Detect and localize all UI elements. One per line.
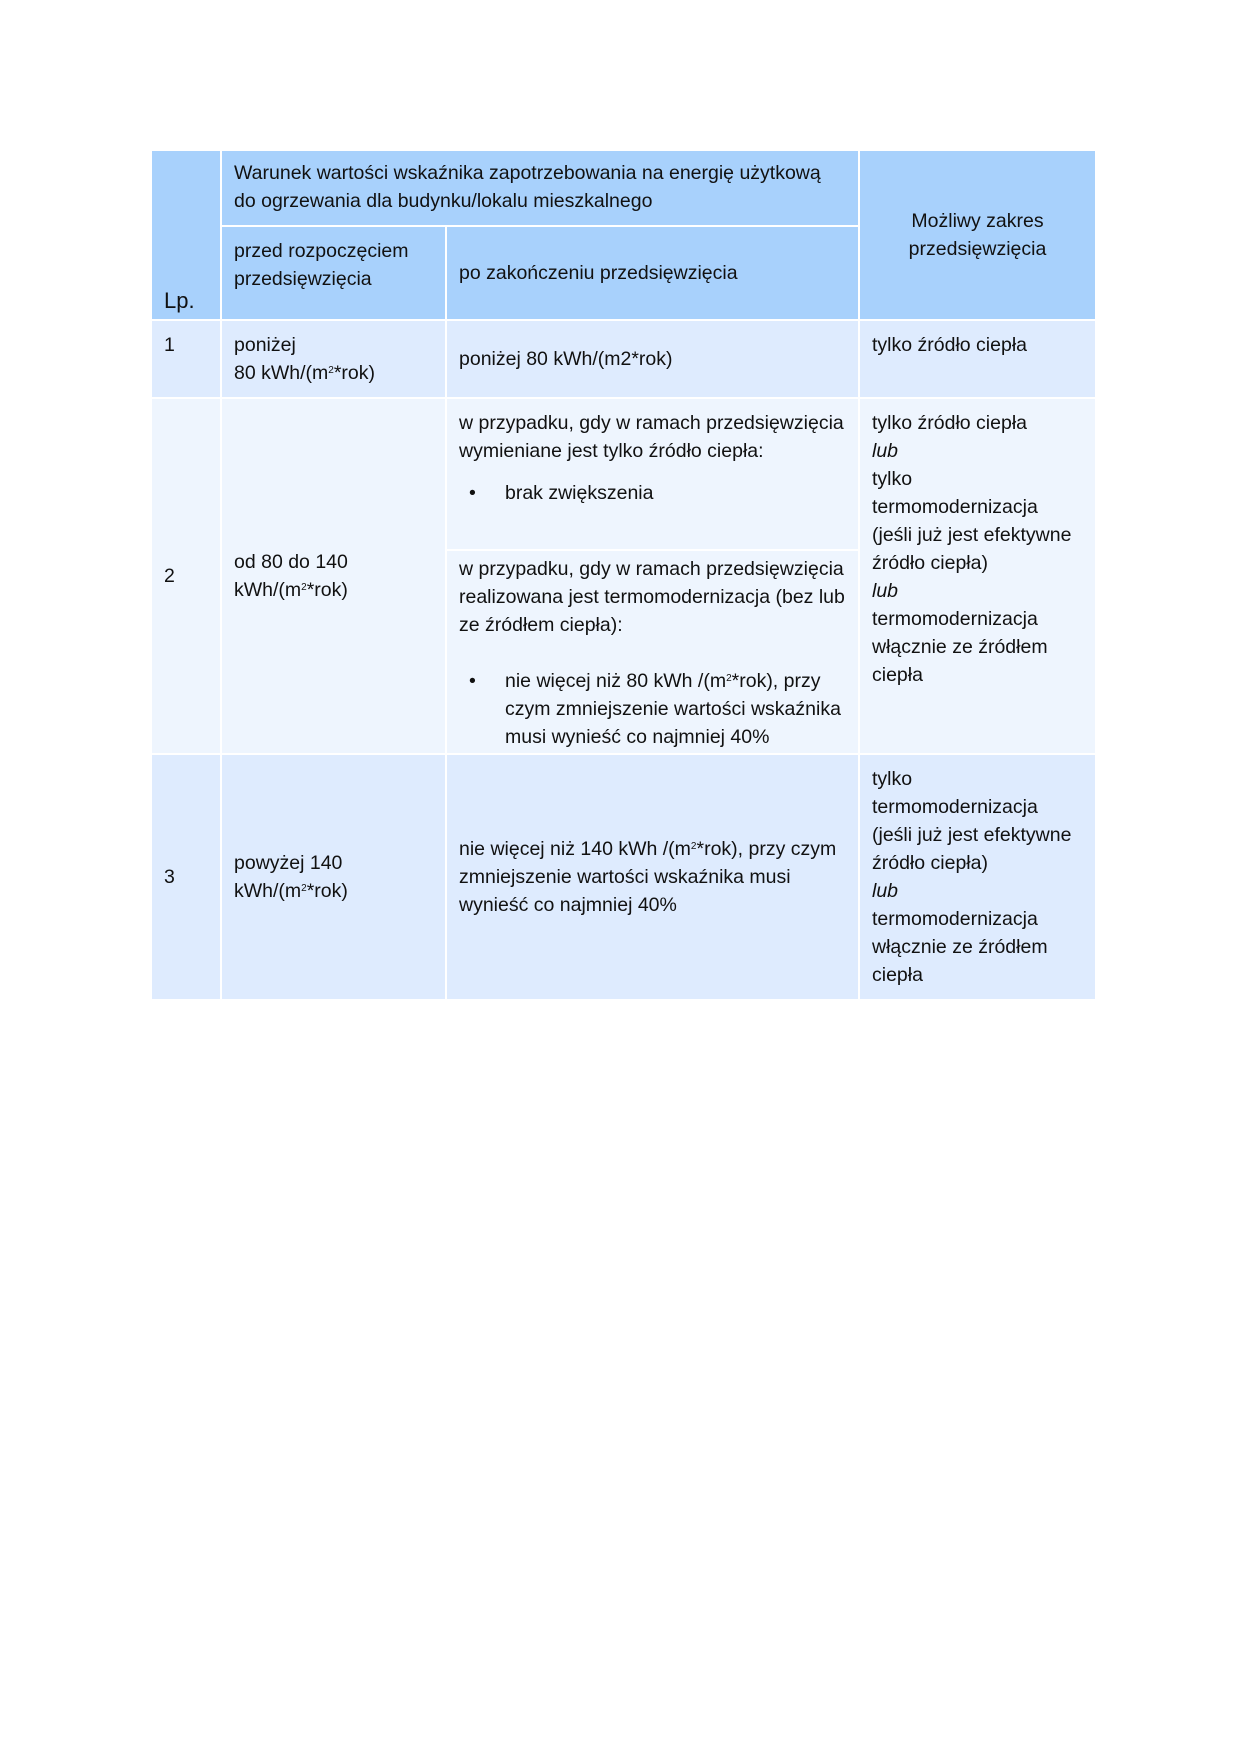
row-2-lp: 2 bbox=[151, 398, 221, 754]
row-1-before-line1: poniżej bbox=[234, 334, 296, 356]
row-2-scope-or2: lub bbox=[872, 580, 899, 602]
row-1-before-line2 bbox=[234, 359, 433, 387]
row-2-bullet-sup: 2 bbox=[726, 673, 732, 684]
row-3-after-sup: 2 bbox=[690, 841, 697, 852]
header-lp: Lp. bbox=[151, 150, 221, 320]
header-condition: Warunek wartości wskaźnika zapotrzebowania na energię użytkową do ogrzewania dla budynku/lokalu mieszkalnego bbox=[221, 150, 859, 226]
row-2-scope bbox=[859, 398, 1096, 754]
table-row bbox=[151, 398, 1096, 550]
row-2-after-b-list bbox=[459, 667, 846, 751]
row-1-before-sup: 2 bbox=[328, 365, 334, 376]
row-2-scope-or1: lub bbox=[872, 440, 899, 462]
list-item bbox=[505, 667, 846, 751]
table-row bbox=[151, 754, 1096, 1000]
row-2-after-thermo bbox=[446, 550, 859, 754]
row-3-before-text: powyżej 140 kWh/(m bbox=[234, 852, 343, 902]
row-1-before-text-end: *rok) bbox=[333, 362, 375, 384]
header-scope: Możliwy zakres przedsięwzięcia bbox=[859, 150, 1096, 320]
row-2-before-text: od 80 do 140 kWh/(m bbox=[234, 551, 348, 601]
row-3-scope-part2: termomodernizacja włącznie ze źródłem ciepła bbox=[872, 908, 1048, 986]
row-1-before bbox=[221, 320, 446, 398]
row-3-scope-part1: tylko termomodernizacja (jeśli już jest efektywne źródło ciepła) bbox=[872, 768, 1072, 874]
energy-requirements-table bbox=[150, 149, 1097, 1001]
header-before: przed rozpoczęciem przedsięwzięcia bbox=[221, 226, 446, 320]
header-after: po zakończeniu przedsięwzięcia bbox=[446, 226, 859, 320]
row-3-before bbox=[221, 754, 446, 1000]
row-3-scope-or: lub bbox=[872, 880, 899, 902]
row-1-lp: 1 bbox=[151, 320, 221, 398]
row-2-after-heat-source bbox=[446, 398, 859, 550]
row-2-bullet-text: nie więcej niż 80 kWh /(m bbox=[505, 670, 727, 692]
row-3-before-text-end: *rok) bbox=[306, 880, 348, 902]
list-item: • brak zwiększenia bbox=[505, 479, 846, 507]
row-2-scope-part3: termomodernizacja włącznie ze źródłem ciepła bbox=[872, 608, 1048, 686]
row-3-after bbox=[446, 754, 859, 1000]
row-2-before-sup: 2 bbox=[301, 582, 307, 593]
row-3-lp: 3 bbox=[151, 754, 221, 1000]
row-2-scope-part1: tylko źródło ciepła bbox=[872, 412, 1027, 434]
row-2-before bbox=[221, 398, 446, 754]
row-1-before-text: 80 kWh/(m bbox=[234, 362, 329, 384]
row-2-after-b-text: w przypadku, gdy w ramach przedsięwzięcia realizowana jest termomodernizacja (bez lub ze źródłem ciepła): bbox=[459, 558, 845, 636]
row-2-bullet-text-end: *rok), przy czym zmniejszenie wartości wskaźnika musi wynieść co najmniej 40% bbox=[505, 670, 841, 748]
row-3-after-text-end: *rok), przy czym zmniejszenie wartości wskaźnika musi wynieść co najmniej 40% bbox=[459, 838, 837, 916]
row-2-scope-part2: tylko termomodernizacja (jeśli już jest efektywne źródło ciepła) bbox=[872, 468, 1072, 574]
table-row bbox=[151, 320, 1096, 398]
row-2-after-a-list bbox=[459, 479, 846, 507]
row-2-after-a-text: w przypadku, gdy w ramach przedsięwzięcia wymieniane jest tylko źródło ciepła: bbox=[459, 412, 844, 462]
row-3-after-text: nie więcej niż 140 kWh /(m bbox=[459, 838, 691, 860]
row-1-after: poniżej 80 kWh/(m2*rok) bbox=[446, 320, 859, 398]
row-1-scope: tylko źródło ciepła bbox=[859, 320, 1096, 398]
row-3-before-sup: 2 bbox=[301, 883, 307, 894]
header-row-1 bbox=[151, 150, 1096, 226]
row-2-before-text-end: *rok) bbox=[306, 579, 348, 601]
row-3-scope bbox=[859, 754, 1096, 1000]
